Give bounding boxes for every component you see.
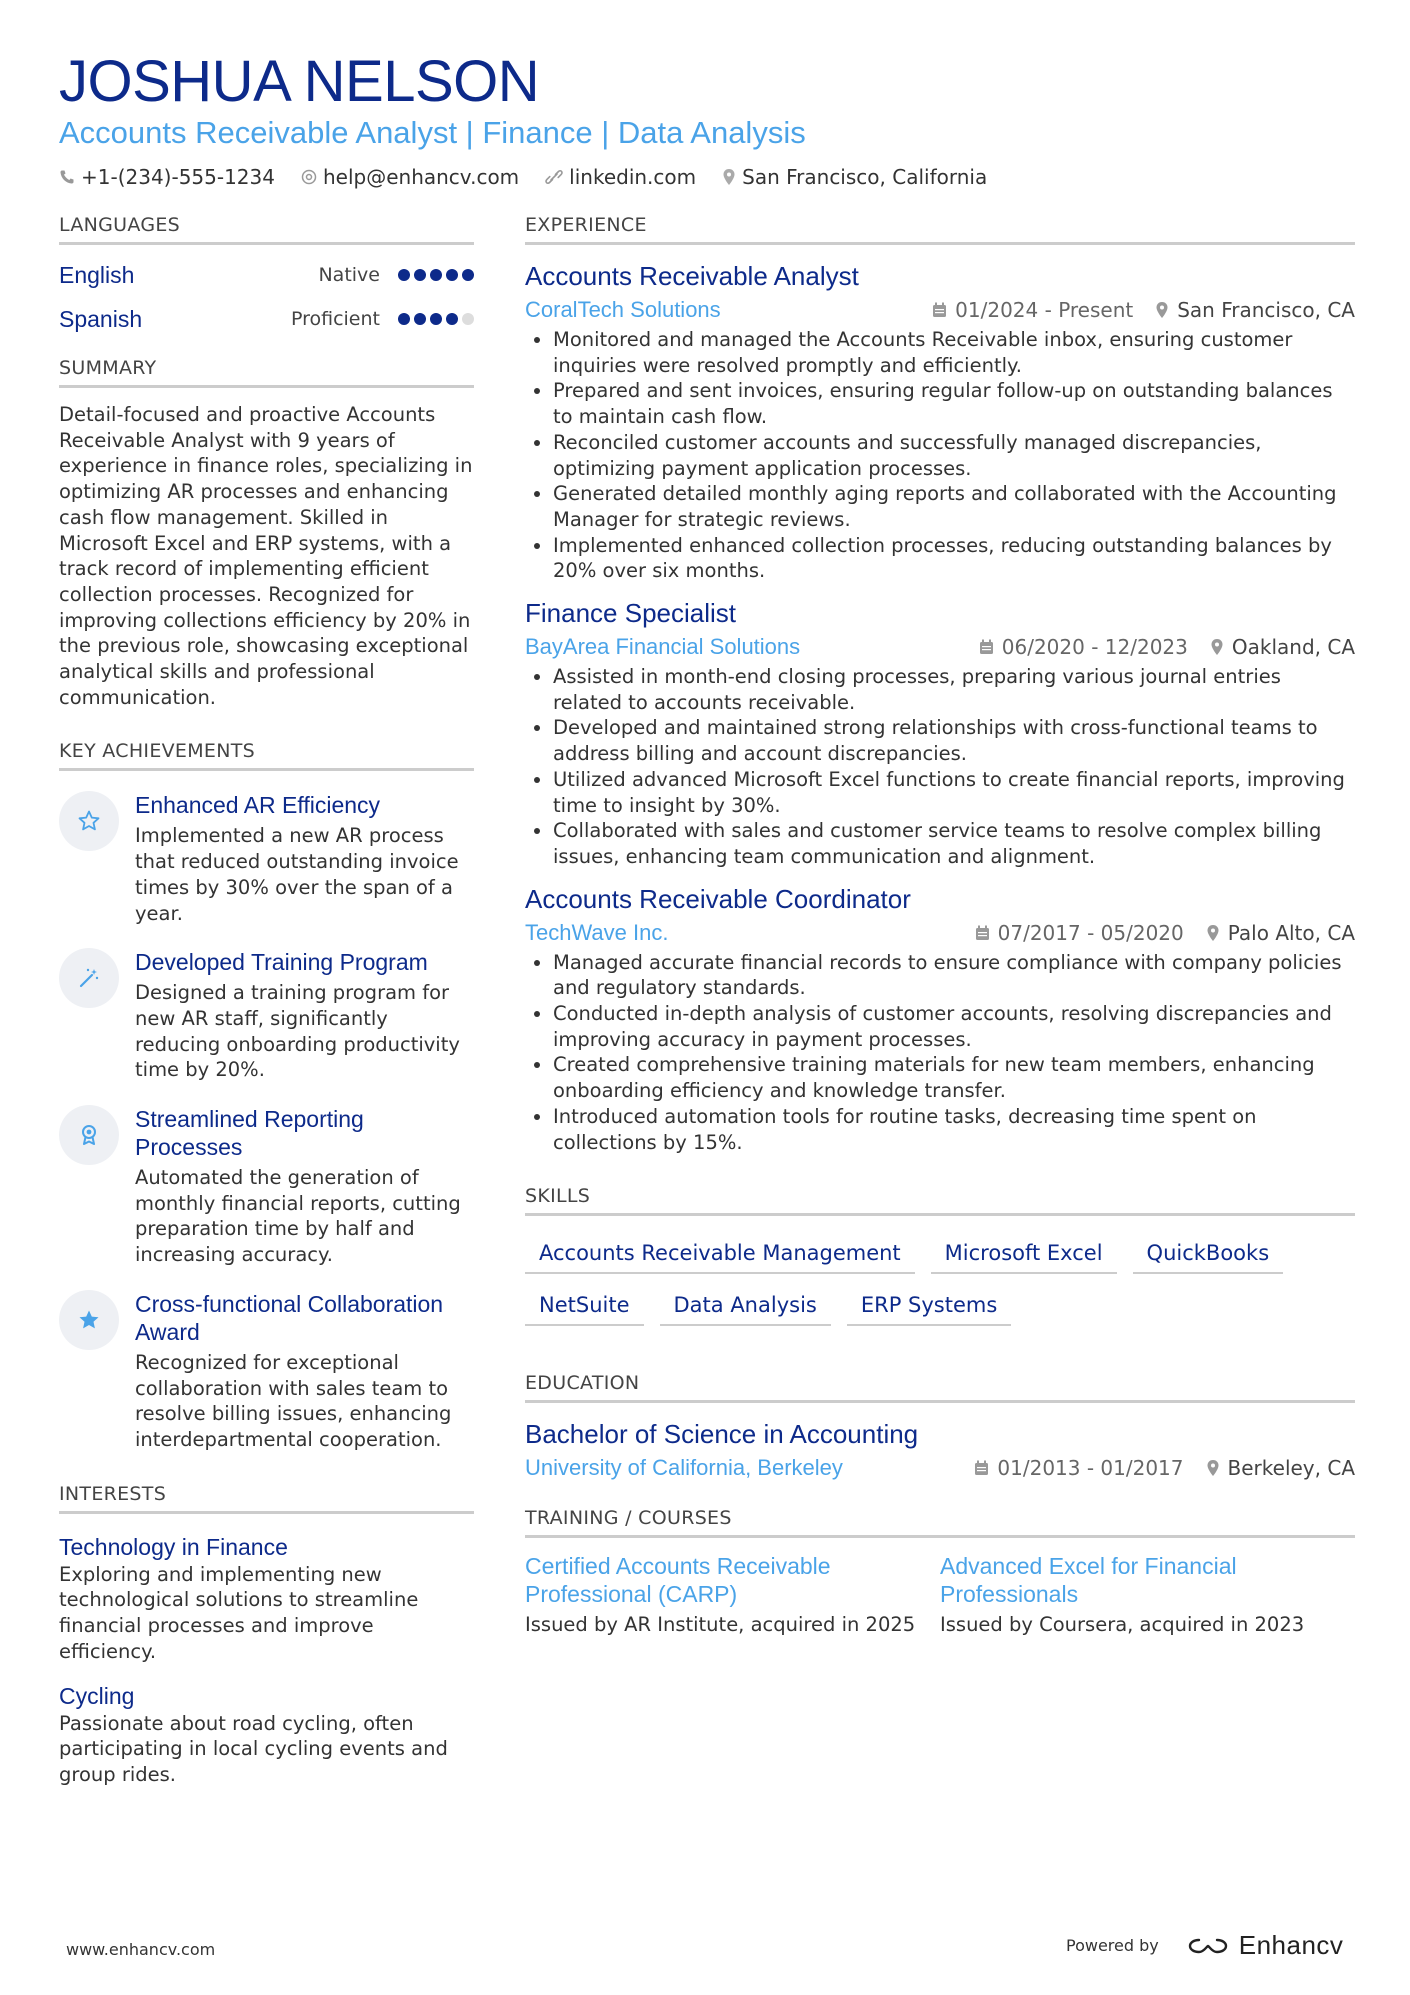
interest-description: Exploring and implementing new technological solutions to streamline financial processes and improve efficiency. xyxy=(59,1562,419,1663)
at-icon xyxy=(301,169,317,185)
map-pin-icon xyxy=(722,168,736,186)
education-dates xyxy=(974,1453,1183,1483)
rating-dot-filled xyxy=(446,313,458,325)
rating-dot-filled xyxy=(398,313,410,325)
date-range: 01/2024 - Present xyxy=(955,298,1134,322)
course-item xyxy=(940,1552,1355,1638)
location-text: Oakland, CA xyxy=(1231,635,1355,660)
courses-list xyxy=(525,1552,1355,1638)
job-meta xyxy=(525,918,1355,948)
achievement-description: Designed a training program for new AR staff, significantly reducing onboarding productivity time by 20%. xyxy=(135,981,460,1082)
location-text: San Francisco, CA xyxy=(1177,298,1355,322)
job-meta xyxy=(525,295,1355,325)
achievement-title: Enhanced AR Efficiency xyxy=(135,792,381,819)
bullet-item: • Collaborated with sales and customer service teams to resolve complex billing issues, enhancing team communication and alignment. xyxy=(553,818,1355,869)
map-pin-icon xyxy=(1206,924,1220,942)
skills-list xyxy=(525,1222,1355,1326)
course-title: Advanced Excel for Financial Professionals xyxy=(940,1553,1237,1608)
skill-tag: Data Analysis xyxy=(660,1282,831,1326)
bullet-item: • Created comprehensive training materials for new team members, enhancing onboarding efficiency and knowledge transfer. xyxy=(553,1052,1355,1103)
calendar-icon xyxy=(979,639,994,655)
job-location xyxy=(1155,295,1355,325)
left-column xyxy=(59,212,474,1788)
rating-dot-filled xyxy=(462,269,474,281)
school-name: University of California, Berkeley xyxy=(525,1455,843,1481)
job-bullets xyxy=(525,664,1355,870)
rating-dot-filled xyxy=(430,269,442,281)
magic-wand-icon xyxy=(59,948,119,1008)
rating-dot-filled xyxy=(398,269,410,281)
date-range: 06/2020 - 12/2023 xyxy=(1001,635,1188,660)
experience-heading: EXPERIENCE xyxy=(525,212,1355,245)
achievement-description: Automated the generation of monthly financial reports, cutting preparation time by half and increasing accuracy. xyxy=(135,1166,461,1267)
job-dates xyxy=(979,632,1188,662)
bullet-item: • Prepared and sent invoices, ensuring regular follow-up on outstanding balances to maintain cash flow. xyxy=(553,378,1355,429)
calendar-icon xyxy=(975,925,990,941)
achievement-title: Developed Training Program xyxy=(135,949,428,976)
bullet-item: • Developed and maintained strong relationships with cross-functional teams to address billing and account discrepancies. xyxy=(553,715,1355,766)
job-dates xyxy=(975,918,1184,948)
achievement-item xyxy=(59,1105,474,1268)
achievements-heading: KEY ACHIEVEMENTS xyxy=(59,738,474,771)
bullet-item: • Monitored and managed the Accounts Receivable inbox, ensuring customer inquiries were resolved promptly and efficiently. xyxy=(553,327,1355,378)
company-name: BayArea Financial Solutions xyxy=(525,634,801,660)
right-column xyxy=(525,212,1355,1638)
rating-dot-filled xyxy=(430,313,442,325)
job-location xyxy=(1206,918,1355,948)
location-text: Berkeley, CA xyxy=(1227,1456,1355,1481)
language-rating xyxy=(394,313,474,325)
skill-tag: QuickBooks xyxy=(1133,1230,1284,1274)
skills-heading: SKILLS xyxy=(525,1183,1355,1216)
job-title: Finance Specialist xyxy=(525,598,736,629)
interest-title: Technology in Finance xyxy=(59,1533,288,1560)
course-item xyxy=(525,1552,940,1638)
rating-dot-filled xyxy=(414,313,426,325)
degree-title: Bachelor of Science in Accounting xyxy=(525,1419,919,1450)
phone-icon xyxy=(59,169,75,185)
map-pin-icon xyxy=(1210,638,1224,656)
skill-tag: Microsoft Excel xyxy=(931,1230,1117,1274)
experience-item xyxy=(525,882,1355,1156)
footer-branding xyxy=(1066,1930,1343,1961)
languages-heading: LANGUAGES xyxy=(59,212,474,245)
achievement-title: Cross-functional Collaboration Award xyxy=(135,1290,444,1345)
job-bullets xyxy=(525,327,1355,584)
location-text: Palo Alto, CA xyxy=(1227,920,1355,945)
resume-header xyxy=(59,50,1359,192)
linkedin-text: linkedin.com xyxy=(569,165,697,189)
enhancv-logo-icon xyxy=(1185,1934,1231,1958)
bullet-item: • Introduced automation tools for routine tasks, decreasing time spent on collections by 15%. xyxy=(553,1104,1355,1155)
company-name: TechWave Inc. xyxy=(525,919,669,945)
star-outline-icon xyxy=(59,791,119,851)
bullet-item: • Reconciled customer accounts and successfully managed discrepancies, optimizing payment application processes. xyxy=(553,430,1355,481)
job-bullets xyxy=(525,950,1355,1156)
contact-email[interactable] xyxy=(301,162,519,192)
training-heading: TRAINING / COURSES xyxy=(525,1505,1355,1538)
contact-location xyxy=(722,162,987,192)
education-item xyxy=(525,1417,1355,1483)
language-name: Spanish xyxy=(59,305,143,332)
job-title: Accounts Receivable Coordinator xyxy=(525,883,911,914)
education-location xyxy=(1206,1453,1355,1483)
contact-phone[interactable] xyxy=(59,162,275,192)
skill-tag: NetSuite xyxy=(525,1282,644,1326)
footer-website[interactable]: www.enhancv.com xyxy=(66,1940,216,1959)
bullet-item: • Assisted in month-end closing processes, preparing various journal entries related to accounts receivable. xyxy=(553,664,1355,715)
interest-description: Passionate about road cycling, often participating in local cycling events and group rides. xyxy=(59,1711,448,1786)
summary-heading: SUMMARY xyxy=(59,355,474,388)
company-name: CoralTech Solutions xyxy=(525,297,721,322)
calendar-icon xyxy=(932,302,947,318)
bullet-item: • Implemented enhanced collection processes, reducing outstanding balances by 20% over six months. xyxy=(553,533,1355,584)
skill-tag: Accounts Receivable Management xyxy=(525,1230,915,1274)
bullet-item: • Conducted in-depth analysis of customer accounts, resolving discrepancies and improving accuracy in payment processes. xyxy=(553,1001,1355,1052)
rating-dot-filled xyxy=(446,269,458,281)
location-text: San Francisco, California xyxy=(742,165,988,189)
achievement-item xyxy=(59,1290,474,1453)
powered-by-label: Powered by xyxy=(1066,1936,1159,1955)
contact-linkedin[interactable] xyxy=(545,162,696,192)
achievement-description: Implemented a new AR process that reduced outstanding invoice times by 30% over the span of a year. xyxy=(135,824,459,925)
course-description: Issued by Coursera, acquired in 2023 xyxy=(940,1613,1305,1637)
achievement-item xyxy=(59,791,474,926)
course-description: Issued by AR Institute, acquired in 2025 xyxy=(525,1613,916,1637)
bullet-item: • Generated detailed monthly aging reports and collaborated with the Accounting Manager for strategic reviews. xyxy=(553,481,1355,532)
language-name: English xyxy=(59,261,135,288)
link-icon xyxy=(545,169,563,185)
skill-tag: ERP Systems xyxy=(847,1282,1011,1326)
star-filled-icon xyxy=(59,1290,119,1350)
languages-list xyxy=(59,253,474,341)
achievement-description: Recognized for exceptional collaboration with sales team to resolve billing issues, enhancing interdepartmental cooperation. xyxy=(135,1350,452,1451)
email-text: help@enhancv.com xyxy=(322,165,520,189)
education-meta xyxy=(525,1453,1355,1483)
bullet-item: • Managed accurate financial records to ensure compliance with company policies and regulatory standards. xyxy=(553,950,1355,1001)
education-heading: EDUCATION xyxy=(525,1370,1355,1403)
rating-dot-empty xyxy=(462,313,474,325)
date-range: 07/2017 - 05/2020 xyxy=(997,920,1184,945)
job-dates xyxy=(932,295,1133,325)
contact-info xyxy=(59,162,1359,192)
job-meta xyxy=(525,632,1355,662)
map-pin-icon xyxy=(1155,301,1169,319)
language-item xyxy=(59,297,474,341)
award-ribbon-icon xyxy=(59,1105,119,1165)
map-pin-icon xyxy=(1206,1459,1220,1477)
date-range: 01/2013 - 01/2017 xyxy=(997,1456,1184,1481)
candidate-name: JOSHUA NELSON xyxy=(59,49,540,114)
job-title: Accounts Receivable Analyst xyxy=(525,261,859,291)
candidate-headline: Accounts Receivable Analyst | Finance | Data Analysis xyxy=(59,115,806,150)
experience-item xyxy=(525,596,1355,870)
enhancv-brand: Enhancv xyxy=(1238,1930,1344,1960)
language-rating xyxy=(394,269,474,281)
bullet-item: • Utilized advanced Microsoft Excel functions to create financial reports, improving time to insight by 30%. xyxy=(553,767,1355,818)
summary-text: Detail-focused and proactive Accounts Receivable Analyst with 9 years of experience in finance roles, specializing in optimizing AR processes and enhancing cash flow management. Skilled in Microsoft Excel and ERP systems, with a track record of implementing efficient collection processes. Recognized for improving collections efficiency by 20% in the previous role, showcasing exceptional analytical skills and professional communication. xyxy=(59,403,473,709)
job-location xyxy=(1210,632,1355,662)
calendar-icon xyxy=(974,1460,989,1476)
language-level: Proficient xyxy=(290,308,380,330)
course-title: Certified Accounts Receivable Professional (CARP) xyxy=(525,1553,831,1608)
experience-item xyxy=(525,259,1355,584)
achievement-title: Streamlined Reporting Processes xyxy=(135,1106,364,1161)
language-item xyxy=(59,253,474,297)
language-level: Native xyxy=(318,264,380,286)
achievement-item xyxy=(59,948,474,1083)
rating-dot-filled xyxy=(414,269,426,281)
phone-text: +1-(234)-555-1234 xyxy=(81,165,275,189)
interest-title: Cycling xyxy=(59,1682,135,1709)
interests-heading: INTERESTS xyxy=(59,1481,474,1514)
